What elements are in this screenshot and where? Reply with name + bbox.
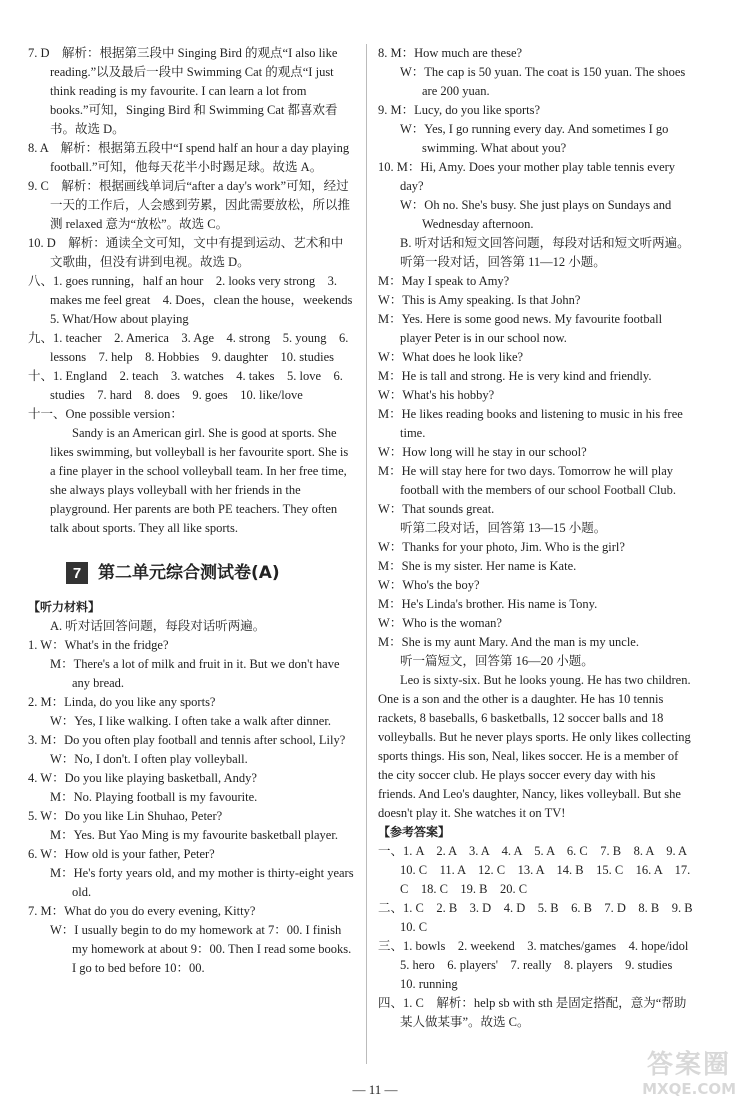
dialogue-line: 8. M：How much are these?: [378, 46, 523, 60]
dialogue-line: W：Yes, I like walking. I often take a walk after dinner.: [50, 714, 331, 728]
unit-number-badge: 7: [66, 562, 88, 584]
dialogue-line: W：What's his hobby?: [378, 388, 495, 402]
answer-item-9: 9. C 解析：根据画线单词后“after a day's work”可知，经过一天的工作后，人会感到劳累，因此需要放松，所以推测 relaxed 意为“放松”。故选 C。: [28, 179, 351, 231]
essay: Sandy is an American girl. She is good at sports. She likes swimming, but volleyball is her favourite sport. She is a fine player in the school volleyball team. In her free time, she always plays volleyball with her friends in the playground. Her parents are both PE teachers. They often talk about sports. They all like sports.: [50, 426, 349, 535]
right-column: [378, 44, 706, 1032]
answers-section-4: 四、1. C 解析：help sb with sth 是固定搭配，意为“帮助某人做某事”。故选 C。: [378, 996, 687, 1029]
section-eight: 八、1. goes running，half an hour 2. looks very strong 3. makes me feel great 4. Does，clean the house，weekends 5. What/How about playing: [28, 274, 365, 326]
column-divider: [366, 44, 367, 1064]
section-nine: 九、1. teacher 2. America 3. Age 4. strong 5. young 6. lessons 7. help 8. Hobbies 9. daughter 10. studies: [28, 331, 349, 364]
listening-intro: A. 听对话回答问题，每段对话听两遍。: [50, 619, 266, 633]
dialogue-line: M：He's forty years old, and my mother is thirty-eight years old.: [50, 866, 354, 899]
dialogue-line: 5. W：Do you like Lin Shuhao, Peter?: [28, 809, 223, 823]
dialogue-line: M：She is my sister. Her name is Kate.: [378, 559, 577, 573]
dialogue-line: 6. W：How old is your father, Peter?: [28, 847, 215, 861]
dialogue-line: M：Yes. But Yao Ming is my favourite basketball player.: [50, 828, 338, 842]
dialogue-line: 9. M：Lucy, do you like sports?: [378, 103, 541, 117]
section-eleven-head: 十一、One possible version：: [28, 407, 183, 421]
left-column: [28, 44, 365, 978]
page-number: — 11 —: [352, 1082, 398, 1097]
section-ten: 十、1. England 2. teach 3. watches 4. takes 5. love 6. studies 7. hard 8. does 9. goes 10. like/love: [28, 369, 343, 402]
dialogue-line: W：No, I don't. I often play volleyball.: [50, 752, 248, 766]
passage: Leo is sixty-six. But he looks young. He has two children. One is a son and the other is a daughter. He has 10 tennis rackets, 8 baseballs, 6 basketballs, 12 soccer balls and 18 volleyballs. But he never plays sports. He only likes collecting sports things. His son, Neal, likes soccer. He is a member of the city soccer club. He plays soccer every day with his friends. And Leo's daughter, Nancy, likes volleyball. But she doesn't play it. She watches it on TV!: [378, 673, 691, 820]
dialogue-line: W：Yes, I go running every day. And sometimes I go swimming. What about you?: [400, 122, 669, 155]
listening-dialogues: [28, 636, 354, 978]
dialogue-line: M：She is my aunt Mary. And the man is my uncle.: [378, 635, 639, 649]
dialogue-line: W：Who is the woman?: [378, 616, 502, 630]
dialogue-2: [378, 538, 696, 652]
answers-section-3: 三、1. bowls 2. weekend 3. matches/games 4. hope/idol 5. hero 6. players' 7. really 8. players 9. studies 10. running: [378, 939, 701, 991]
dialogue-line: W：Oh no. She's busy. She just plays on Sundays and Wednesday afternoon.: [400, 198, 672, 231]
passage-head: 听一篇短文，回答第 16—20 小题。: [400, 654, 594, 668]
dialogue-line: W：What does he look like?: [378, 350, 524, 364]
dialogue-1-head: 听第一段对话，回答第 11—12 小题。: [400, 255, 606, 269]
dialogue-line: W：Who's the boy?: [378, 578, 480, 592]
dialogue-line: M：He will stay here for two days. Tomorrow he will play football with the members of our school Football Club.: [378, 464, 677, 497]
answers-section-1: 一、1. A 2. A 3. A 4. A 5. A 6. C 7. B 8. A 9. A 10. C 11. A 12. C 13. A 14. B 15. C 16. A 17. C 18. C 19. B 20. C: [378, 844, 699, 896]
answer-item-8: 8. A 解析：根据第五段中“I spend half an hour a day playing football.”可知，他每天花半小时踢足球。故选 A。: [28, 141, 350, 174]
dialogue-line: W：How long will he stay in our school?: [378, 445, 587, 459]
dialogue-line: W：This is Amy speaking. Is that John?: [378, 293, 581, 307]
listening-dialogues-continued: [378, 44, 696, 234]
dialogue-1: [378, 272, 696, 519]
answers-section-2: 二、1. C 2. B 3. D 4. D 5. B 6. B 7. D 8. B 9. B 10. C: [378, 901, 706, 934]
dialogue-line: W：Thanks for your photo, Jim. Who is the girl?: [378, 540, 625, 554]
dialogue-line: M：He is tall and strong. He is very kind and friendly.: [378, 369, 652, 383]
dialogue-2-head: 听第二段对话，回答第 13—15 小题。: [400, 521, 607, 535]
dialogue-line: W：The cap is 50 yuan. The coat is 150 yuan. The shoes are 200 yuan.: [400, 65, 686, 98]
dialogue-line: 2. M：Linda, do you like any sports?: [28, 695, 216, 709]
watermark: [642, 1050, 736, 1098]
answer-item-7: 7. D 解析：根据第三段中 Singing Bird 的观点“I also like reading.”以及最后一段中 Swimming Cat 的观点“I just think reading is my favourite. I can learn a lot from books.”可知，Singing Bird 和 Swimming Cat 都喜欢看书。故选 D。: [28, 46, 338, 136]
dialogue-line: M：Yes. Here is some good news. My favourite football player Peter is in our school now.: [378, 312, 663, 345]
watermark-url: MXQE.COM: [642, 1080, 736, 1098]
dialogue-line: M：There's a lot of milk and fruit in it. But we don't have any bread.: [50, 657, 340, 690]
listening-heading: 【听力材料】: [28, 600, 101, 614]
dialogue-line: 3. M：Do you often play football and tennis after school, Lily?: [28, 733, 346, 747]
part-b-intro: B. 听对话和短文回答问题，每段对话和短文听两遍。: [400, 236, 690, 250]
dialogue-line: M：No. Playing football is my favourite.: [50, 790, 258, 804]
dialogue-line: M：May I speak to Amy?: [378, 274, 510, 288]
dialogue-line: W：That sounds great.: [378, 502, 495, 516]
answer-item-10: 10. D 解析：通读全文可知，文中有提到运动、艺术和中文歌曲，但没有讲到电视。故选 D。: [28, 236, 344, 269]
dialogue-line: 4. W：Do you like playing basketball, Andy?: [28, 771, 257, 785]
unit-title: 第二单元综合测试卷(A): [98, 562, 280, 583]
dialogue-line: 1. W：What's in the fridge?: [28, 638, 169, 652]
dialogue-line: W：I usually begin to do my homework at 7：00. I finish my homework at about 9：00. Then I read some books. I go to bed before 10：00.: [50, 923, 352, 975]
answers-heading: 【参考答案】: [378, 825, 451, 839]
unit-title-block: [66, 562, 354, 584]
dialogue-line: 10. M：Hi, Amy. Does your mother play table tennis every day?: [378, 160, 676, 193]
watermark-logo: 答案圈: [647, 1050, 732, 1080]
dialogue-line: M：He's Linda's brother. His name is Tony.: [378, 597, 598, 611]
dialogue-line: 7. M：What do you do every evening, Kitty?: [28, 904, 256, 918]
dialogue-line: M：He likes reading books and listening to music in his free time.: [378, 407, 683, 440]
